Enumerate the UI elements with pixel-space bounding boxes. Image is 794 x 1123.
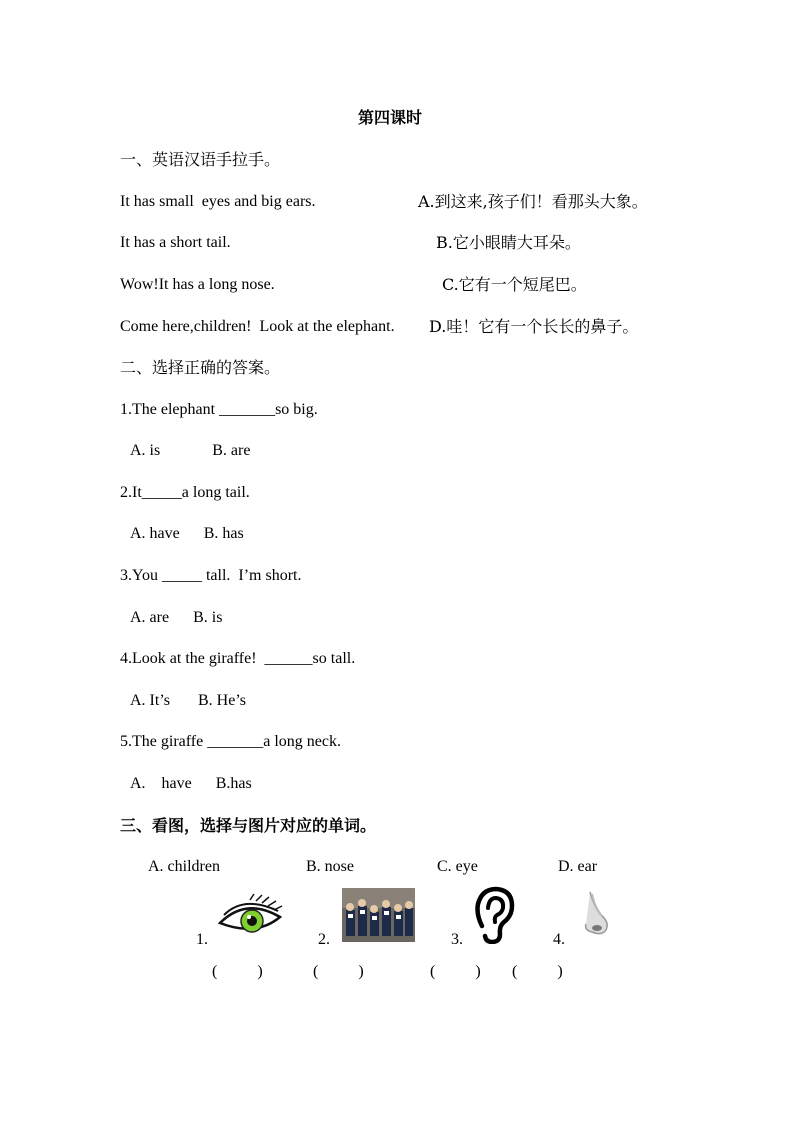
eye-icon <box>216 893 284 943</box>
match-right-3: C.它有一个短尾巴。 <box>442 275 587 294</box>
answer-blank-4[interactable]: ( ) <box>512 963 563 980</box>
match-right-2: B.它小眼睛大耳朵。 <box>436 233 581 252</box>
section3-heading: 三、看图，选择与图片对应的单词。 <box>120 816 377 835</box>
match-left-2: It has a short tail. <box>120 234 231 251</box>
question-4: 4.Look at the giraffe! ______so tall. <box>120 650 356 667</box>
picture-number-1: 1. <box>196 931 208 948</box>
question-3: 3.You _____ tall. I’m short. <box>120 567 302 584</box>
word-option-c: C. eye <box>437 858 478 875</box>
ear-icon <box>472 886 518 944</box>
answer-blank-2[interactable]: ( ) <box>313 963 364 980</box>
match-right-1: A.到这来,孩子们！看那头大象。 <box>418 192 648 211</box>
picture-number-4: 4. <box>553 931 565 948</box>
answer-blank-1[interactable]: ( ) <box>212 963 263 980</box>
question-4-options: A. It’s B. He’s <box>130 692 246 709</box>
word-option-a: A. children <box>148 858 220 875</box>
picture-number-3: 3. <box>451 931 463 948</box>
nose-icon <box>580 890 614 938</box>
section1-heading: 一、英语汉语手拉手。 <box>120 150 281 169</box>
match-left-1: It has small eyes and big ears. <box>120 193 316 210</box>
question-5-options: A. have B.has <box>130 775 252 792</box>
answer-blank-3[interactable]: ( ) <box>430 963 481 980</box>
picture-number-2: 2. <box>318 931 330 948</box>
match-left-4: Come here,children! Look at the elephant. <box>120 318 395 335</box>
question-1: 1.The elephant _______so big. <box>120 401 318 418</box>
children-photo-icon <box>342 888 415 942</box>
page-title: 第四课时 <box>358 108 423 127</box>
word-option-b: B. nose <box>306 858 354 875</box>
word-option-d: D. ear <box>558 858 598 875</box>
question-5: 5.The giraffe _______a long neck. <box>120 733 341 750</box>
match-left-3: Wow!It has a long nose. <box>120 276 275 293</box>
question-3-options: A. are B. is <box>130 609 223 626</box>
question-2-options: A. have B. has <box>130 525 244 542</box>
match-right-4: D.哇！它有一个长长的鼻子。 <box>429 317 639 336</box>
question-2: 2.It_____a long tail. <box>120 484 250 501</box>
section2-heading: 二、选择正确的答案。 <box>120 358 281 377</box>
question-1-options: A. is B. are <box>130 442 251 459</box>
